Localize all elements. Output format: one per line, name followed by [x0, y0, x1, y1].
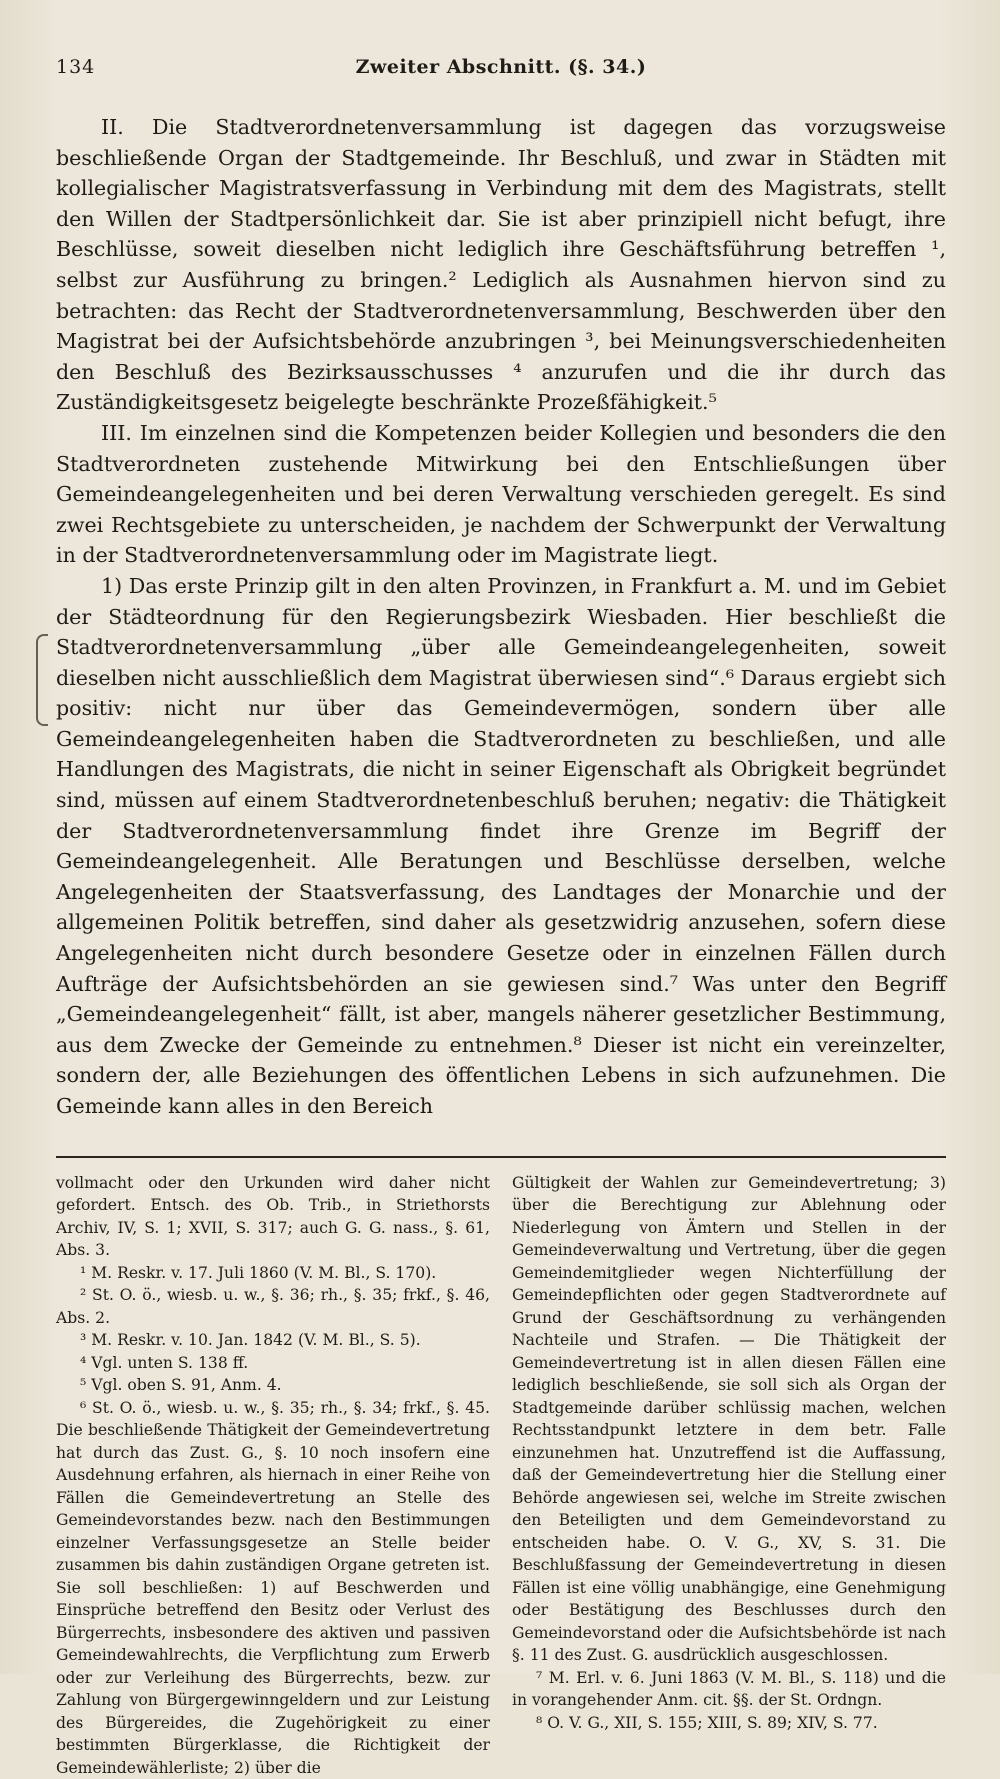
footnote-5: ⁵ Vgl. oben S. 91, Anm. 4. — [80, 1376, 282, 1395]
paragraph-ii: II. Die Stadtverordnetenversammlung ist dagegen das vorzugsweise beschließende Organ der Stadtgemeinde. Ihr Beschluß, und zwar in Städten mit kollegialischer Magistratsverfassung in Verbindung mit dem des Magistrats, stellt den Willen der Stadtpersönlichkeit dar. Sie ist aber prinzipiell nicht befugt, ihre Beschlüsse, soweit dieselben nicht lediglich ihre Geschäftsführung betreffen ¹, selbst zur Ausführung zu bringen.² Lediglich als Ausnahmen hiervon sind zu betrachten: das Recht der Stadtverordnetenversammlung, Beschwerden über den Magistrat bei der Aufsichtsbehörde anzubringen ³, bei Meinungsverschiedenheiten den Beschluß des Bezirksausschusses ⁴ anzurufen und die ihr durch das Zuständigkeitsgesetz beigelegte beschränkte Prozeßfähigkeit.⁵ — [56, 115, 946, 415]
margin-bracket-mark — [36, 634, 48, 726]
footnote-8: ⁸ O. V. G., XII, S. 155; XIII, S. 89; XIV, S. 77. — [536, 1713, 878, 1732]
footnote-4: ⁴ Vgl. unten S. 138 ff. — [80, 1353, 249, 1372]
page-number: 134 — [56, 56, 96, 78]
footnote-continuation: vollmacht oder den Urkunden wird daher nicht gefordert. Entsch. des Ob. Trib., in Striethorsts Archiv, IV, S. 1; XVII, S. 317; auch G. G. nass., §. 61, Abs. 3. — [56, 1173, 490, 1260]
footnote-6-continuation: Gültigkeit der Wahlen zur Gemeindevertretung; 3) über die Berechtigung zur Ablehnung oder Niederlegung von Ämtern und Stellen in der Gemeindeverwaltung und Vertretung, über die gegen Gemeindemitglieder wegen Nichterfüllung der Gemeindepflichten oder gegen Stadtverordnete auf Grund der Geschäftsordnung zu verhängenden Nachteile und Strafen. — Die Thätigkeit der Gemeindevertretung ist in allen diesen Fällen eine lediglich beschließende, sie soll sich als Organ der Stadtgemeinde darüber schlüssig machen, welchen Rechtsstandpunkt letztere in dem betr. Falle einzunehmen hat. Unzutreffend ist die Auffassung, daß der Gemeindevertretung hier die Stellung einer Behörde angewiesen sei, welche im Streite zwischen den Beteiligten und dem Gemeindevorstand zu entscheiden habe. O. V. G., XV, S. 31. Die Beschlußfassung der Gemeindevertretung in diesen Fällen ist eine völlig unabhängige, eine Genehmigung oder Bestätigung des Beschlusses durch den Gemeindevorstand oder die Aufsichtsbehörde ist nach §. 11 des Zust. G. ausdrücklich ausgeschlossen. — [512, 1173, 946, 1665]
main-text — [56, 112, 946, 1122]
paragraph-iii-1: 1) Das erste Prinzip gilt in den alten Provinzen, in Frankfurt a. M. und im Gebiet der Städteordnung für den Regierungsbezirk Wiesbaden. Hier beschließt die Stadtverordnetenversammlung „über alle Gemeindeangelegenheiten, soweit dieselben nicht ausschließlich dem Magistrat überwiesen sind“.⁶ Daraus ergiebt sich positiv: nicht nur über das Gemeindevermögen, sondern über alle Gemeindeangelegenheiten haben die Stadtverordneten zu beschließen, und alle Handlungen des Magistrats, die nicht in seiner Eigenschaft als Obrigkeit begründet sind, müssen auf einem Stadtverordnetenbeschluß beruhen; negativ: die Thätigkeit der Stadtverordnetenversammlung findet ihre Grenze im Begriff der Gemeindeangelegenheit. Alle Beratungen und Beschlüsse derselben, welche Angelegenheiten der Staatsverfassung, des Landtages der Monarchie und der allgemeinen Politik betreffen, sind daher als gesetzwidrig anzusehen, sofern diese Angelegenheiten nicht durch besondere Gesetze oder in einzelnen Fällen durch Aufträge der Aufsichtsbehörden an sie gewiesen sind.⁷ Was unter den Begriff „Gemeindeangelegenheit“ fällt, ist aber, mangels näherer gesetzlicher Bestimmung, aus dem Zwecke der Gemeinde zu entnehmen.⁸ Dieser ist nicht ein vereinzelter, sondern der, alle Beziehungen des öffentlichen Lebens in sich aufzunehmen. Die Gemeinde kann alles in den Bereich — [56, 573, 946, 1118]
footnote-6: ⁶ St. O. ö., wiesb. u. w., §. 35; rh., §. 34; frkf., §. 45. Die beschließende Thätigkeit der Gemeindevertretung hat durch das Zust. G., §. 10 noch insofern eine Ausdehnung erfahren, als hiernach in einer Reihe von Fällen die Gemeindevertretung an Stelle des Gemeindevorstandes bezw. nach den Bestimmungen einzelner Verfassungsgesetze an Stelle beider zusammen bis dahin zuständigen Organe getreten ist. Sie soll beschließen: 1) auf Beschwerden und Einsprüche betreffend den Besitz oder Verlust des Bürgerrechts, insbesondere des aktiven und passiven Gemeindewahlrechts, die Verpflichtung zum Erwerb oder zur Verleihung des Bürgerrechts, bezw. zur Zahlung von Bürgergewinngeldern und zur Leistung des Bürgereides, die Zugehörigkeit zu einer bestimmten Bürgerklasse, die Richtigkeit der Gemeindewählerliste; 2) über die — [56, 1398, 490, 1777]
footnote-column-left — [56, 1172, 490, 1779]
footnote-column-right — [512, 1172, 946, 1779]
footnotes — [56, 1172, 946, 1779]
section-title: Zweiter Abschnitt. (§. 34.) — [355, 56, 647, 78]
running-head — [56, 56, 946, 92]
footnote-7: ⁷ M. Erl. v. 6. Juni 1863 (V. M. Bl., S. 118) und die in vorangehender Anm. cit. §§. der St. Ordngn. — [512, 1668, 946, 1710]
footnote-3: ³ M. Reskr. v. 10. Jan. 1842 (V. M. Bl., S. 5). — [80, 1331, 421, 1350]
footnote-1: ¹ M. Reskr. v. 17. Juli 1860 (V. M. Bl., S. 170). — [80, 1263, 437, 1282]
footnote-2: ² St. O. ö., wiesb. u. w., §. 36; rh., §. 35; frkf., §. 46, Abs. 2. — [56, 1286, 490, 1327]
paragraph-iii: III. Im einzelnen sind die Kompetenzen beider Kollegien und besonders die den Stadtverordneten zustehende Mitwirkung bei den Entschließungen über Gemeindeangelegenheiten und bei deren Verwaltung verschieden geregelt. Es sind zwei Rechtsgebiete zu unterscheiden, je nachdem der Schwerpunkt der Verwaltung in der Stadtverordnetenversammlung oder im Magistrate liegt. — [56, 420, 946, 568]
footnote-divider — [56, 1156, 946, 1158]
